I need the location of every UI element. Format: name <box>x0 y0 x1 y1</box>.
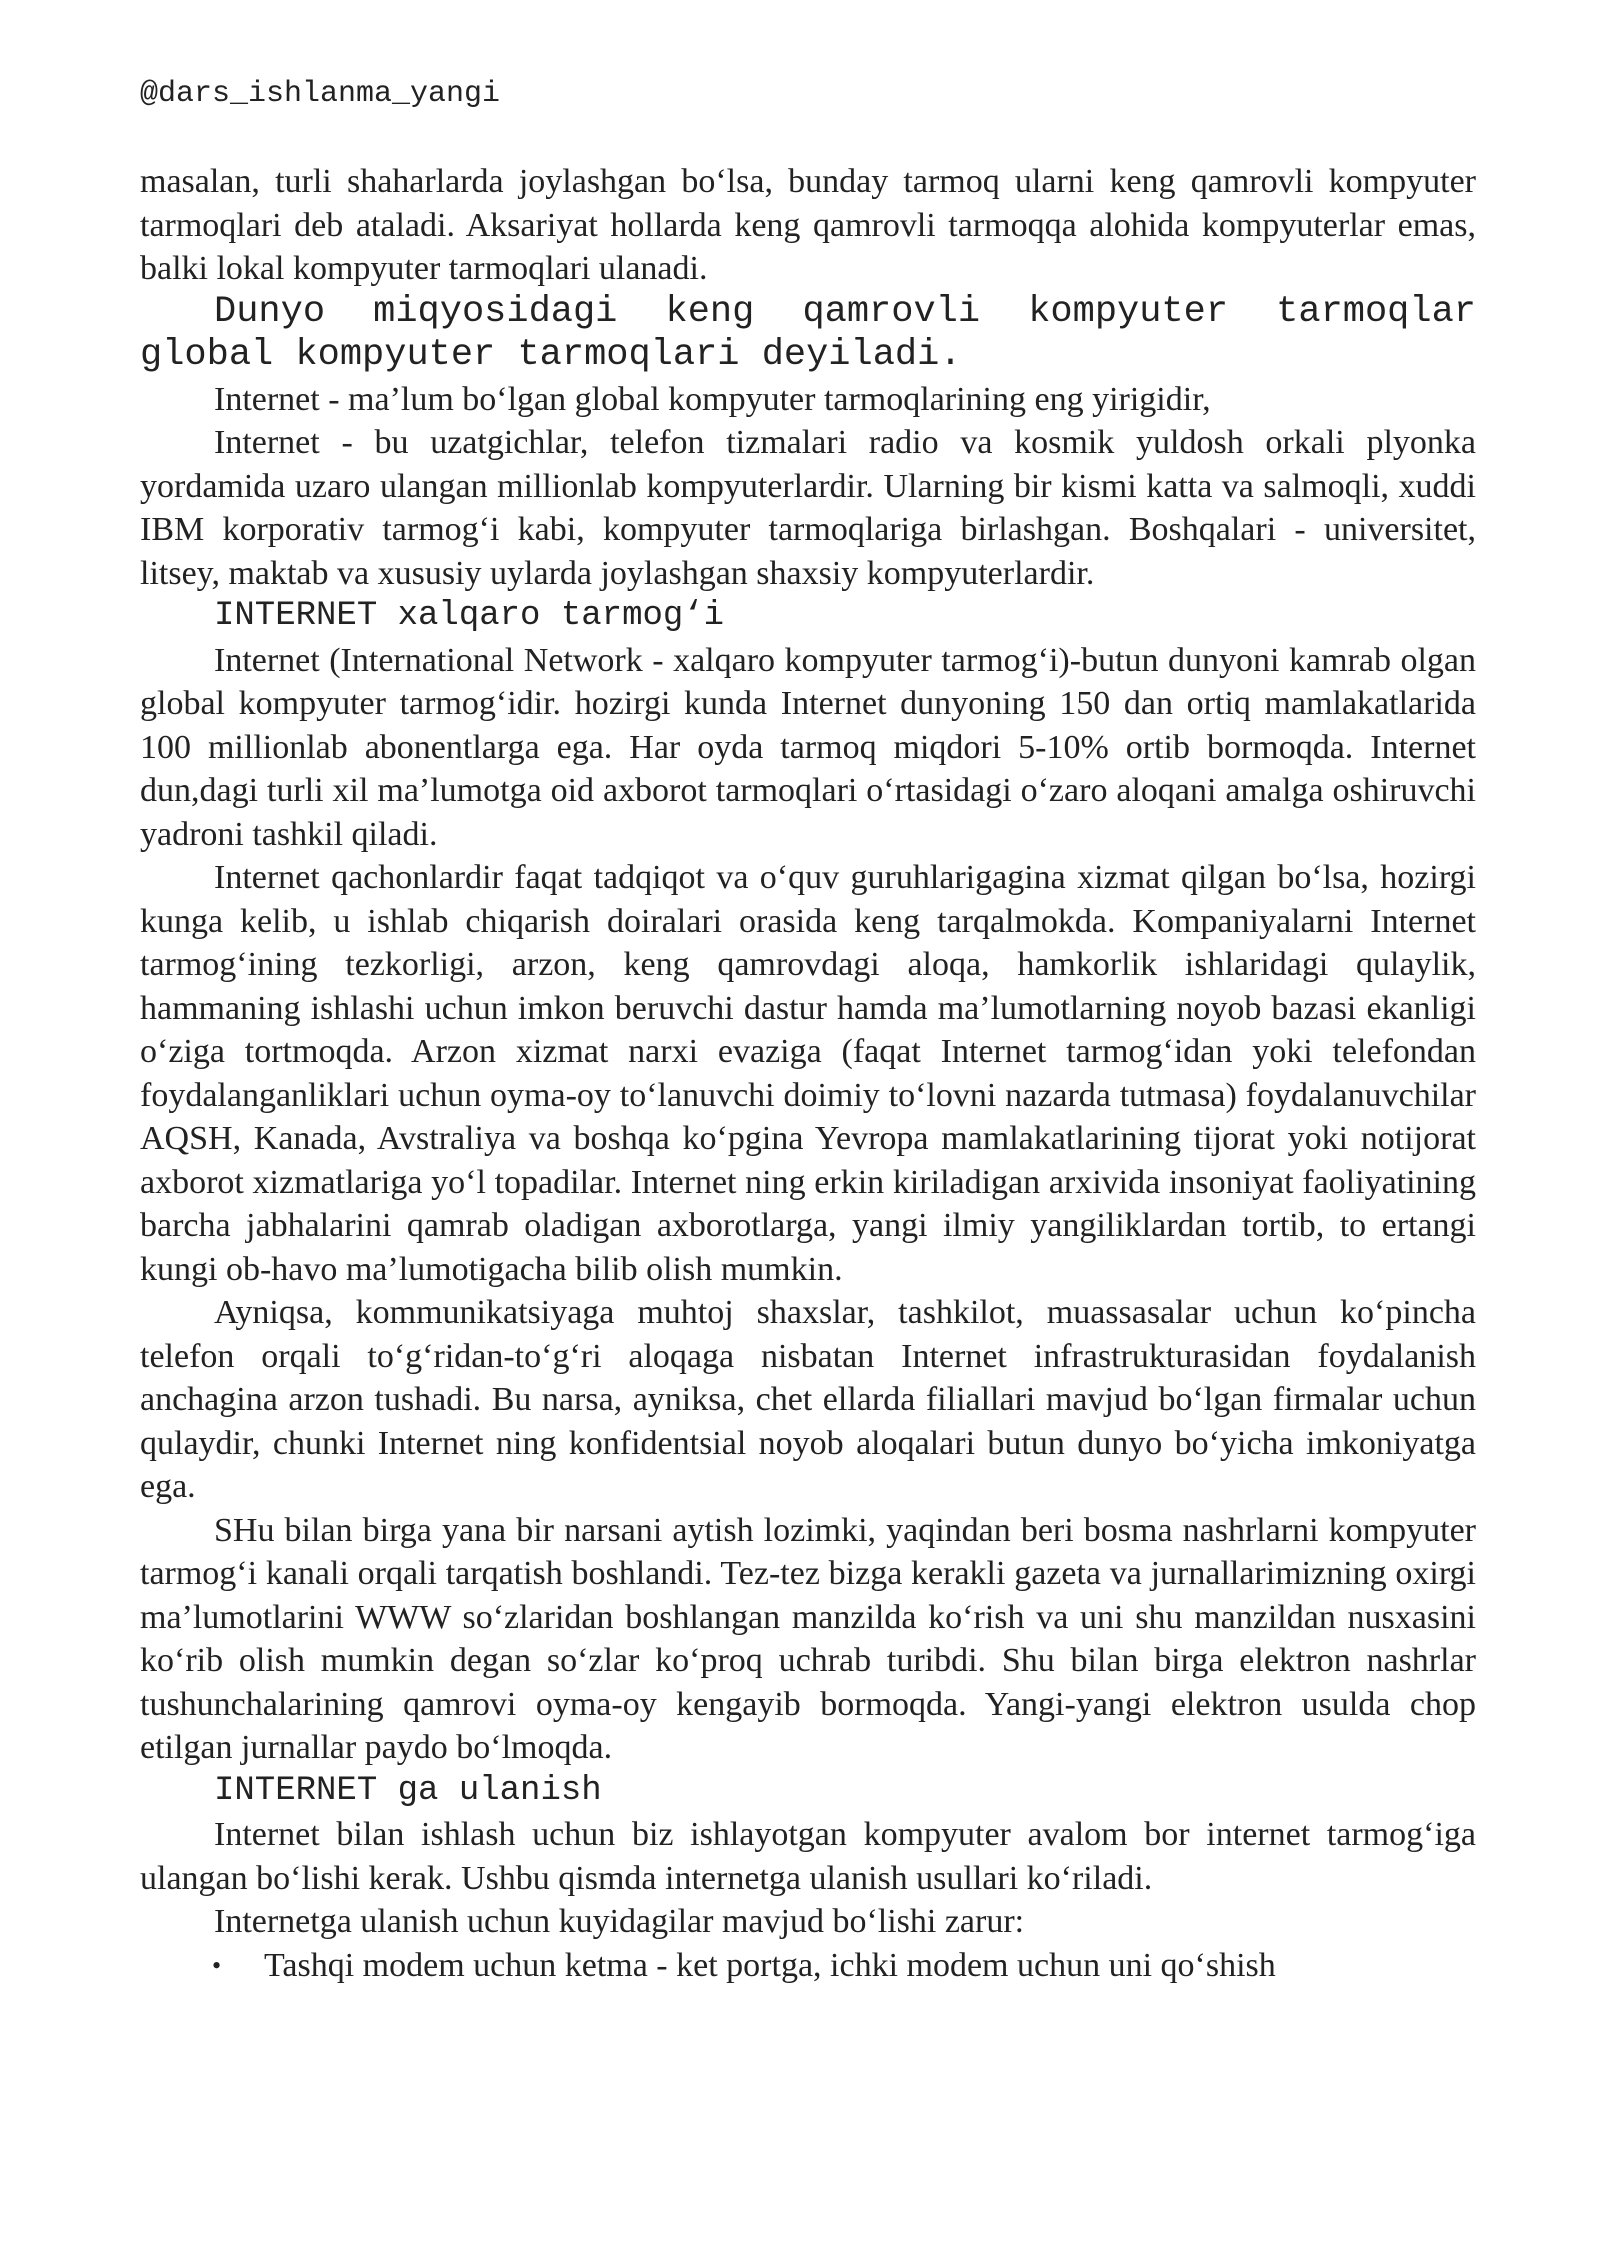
document-body <box>140 160 1476 1987</box>
paragraph-10: Internetga ulanish uchun kuyidagilar mavjud bo‘lishi zarur: <box>214 1903 1025 1940</box>
paragraph-3: Internet - ma’lum bo‘lgan global kompyuter tarmoqlarining eng yirigidir, <box>214 380 1211 418</box>
paragraph-8: SHu bilan birga yana bir narsani aytish lozimki, yaqindan beri bosma nashrlarni kompyuter tarmog‘i kanali orqali tarqatish boshlandi. Tez-tez bizga kerakli gazeta va jurnallarimizning oxirgi ma’lumotlarini WWW so‘zlaridan boshlangan manzilda ko‘rish va uni shu manzildan nusxasini ko‘rib olish mumkin degan so‘zlar ko‘proq uchrab turibdi. Shu bilan birga elektron nashrlar tushunchalarining qamrovi oyma-oy kengayib bormoqda. Yangi-yangi elektron usulda chop etilgan jurnallar paydo bo‘lmoqda. <box>140 1511 1476 1766</box>
list-item-text: Tashqi modem uchun ketma - ket portga, ichki modem uchun uni qo‘shish <box>264 1946 1276 1984</box>
paragraph-1: masalan, turli shaharlarda joylashgan bo‘lsa, bunday tarmoq ularni keng qamrovli kompyuter tarmoqlari deb ataladi. Aksariyat hollarda keng qamrovli tarmoqqa alohida kompyuterlar emas, balki lokal kompyuter tarmoqlari ulanadi. <box>140 163 1476 287</box>
heading-internet-connection: INTERNET ga ulanish <box>214 1771 602 1810</box>
channel-header: @dars_ishlanma_yangi <box>140 77 501 111</box>
list-item <box>140 1944 1476 1988</box>
paragraph-5: Internet (International Network - xalqaro kompyuter tarmog‘i)-butun dunyoni kamrab olgan global kompyuter tarmog‘idir. hozirgi kunda Internet dunyoning 150 dan ortiq mamlakatlarida 100 millionlab abonentlarga ega. Har oyda tarmoq miqdori 5-10% ortib bormoqda. Internet dun,dagi turli xil ma’lumotga oid axborot tarmoqlari o‘rtasidagi o‘zaro aloqani amalga oshiruvchi yadroni tashkil qiladi. <box>140 641 1476 853</box>
paragraph-7: Ayniqsa, kommunikatsiyaga muhtoj shaxslar, tashkilot, muassasalar uchun ko‘pincha telefon orqali to‘g‘ridan-to‘g‘ri aloqaga nisbatan Internet infrastrukturasidan foydalanish anchagina arzon tushadi. Bu narsa, ayniksa, chet ellarda filiallari mavjud bo‘lgan firmalar uchun qulaydir, chunki Internet ning konfidentsial noyob aloqalari butun dunyo bo‘yicha imkoniyatga ega. <box>140 1294 1476 1505</box>
heading-internet-international-network: INTERNET xalqaro tarmog‘i <box>214 597 725 635</box>
bullet-icon: • <box>212 1950 222 1980</box>
paragraph-4: Internet - bu uzatgichlar, telefon tizmalari radio va kosmik yuldosh orkali plyonka yordamida uzaro ulangan millionlab kompyuterlardir. Ularning bir kismi katta va salmoqli, xuddi IBM korporativ tarmog‘i kabi, kompyuter tarmoqlariga birlashgan. Boshqalari - universitet, litsey, maktab va xususiy uylarda joylashgan shaxsiy kompyuterlardir. <box>140 424 1476 592</box>
paragraph-9: Internet bilan ishlash uchun biz ishlayotgan kompyuter avalom bor internet tarmog‘iga ulangan bo‘lishi kerak. Ushbu qismda internetga ulanish usullari ko‘riladi. <box>140 1816 1476 1897</box>
paragraph-6: Internet qachonlardir faqat tadqiqot va o‘quv guruhlarigagina xizmat qilgan bo‘lsa, hozirgi kunga kelib, u ishlab chiqarish doiralari orasida keng tarqalmokda. Kompaniyalarni Internet tarmog‘ining tezkorligi, arzon, keng qamrovdagi aloqa, hamkorlik ishlaridagi qulaylik, hammaning ishlashi uchun imkon beruvchi dastur hamda ma’lumotlarning noyob bazasi ekanligi o‘ziga tortmoqda. Arzon xizmat narxi evaziga (faqat Internet tarmog‘idan yoki telefondan foydalanganliklari uchun oyma-oy to‘lanuvchi doimiy to‘lovni nazarda tutmasa) foydalanuvchilar AQSH, Kanada, Avstraliya va boshqa ko‘pgina Yevropa mamlakatlarining tijorat yoki notijorat axborot xizmatlariga yo‘l topadilar. Internet ning erkin kiriladigan arxivida insoniyat faoliyatining barcha jabhalarini qamrab oladigan axborotlarga, yangi ilmiy yangiliklardan tortib, to ertangi kungi ob-havo ma’lumotigacha bilib olish mumkin. <box>140 859 1476 1288</box>
definition-global-networks: Dunyo miqyosidagi keng qamrovli kompyuter tarmoqlar global kompyuter tarmoqlari deyiladi. <box>140 290 1476 376</box>
